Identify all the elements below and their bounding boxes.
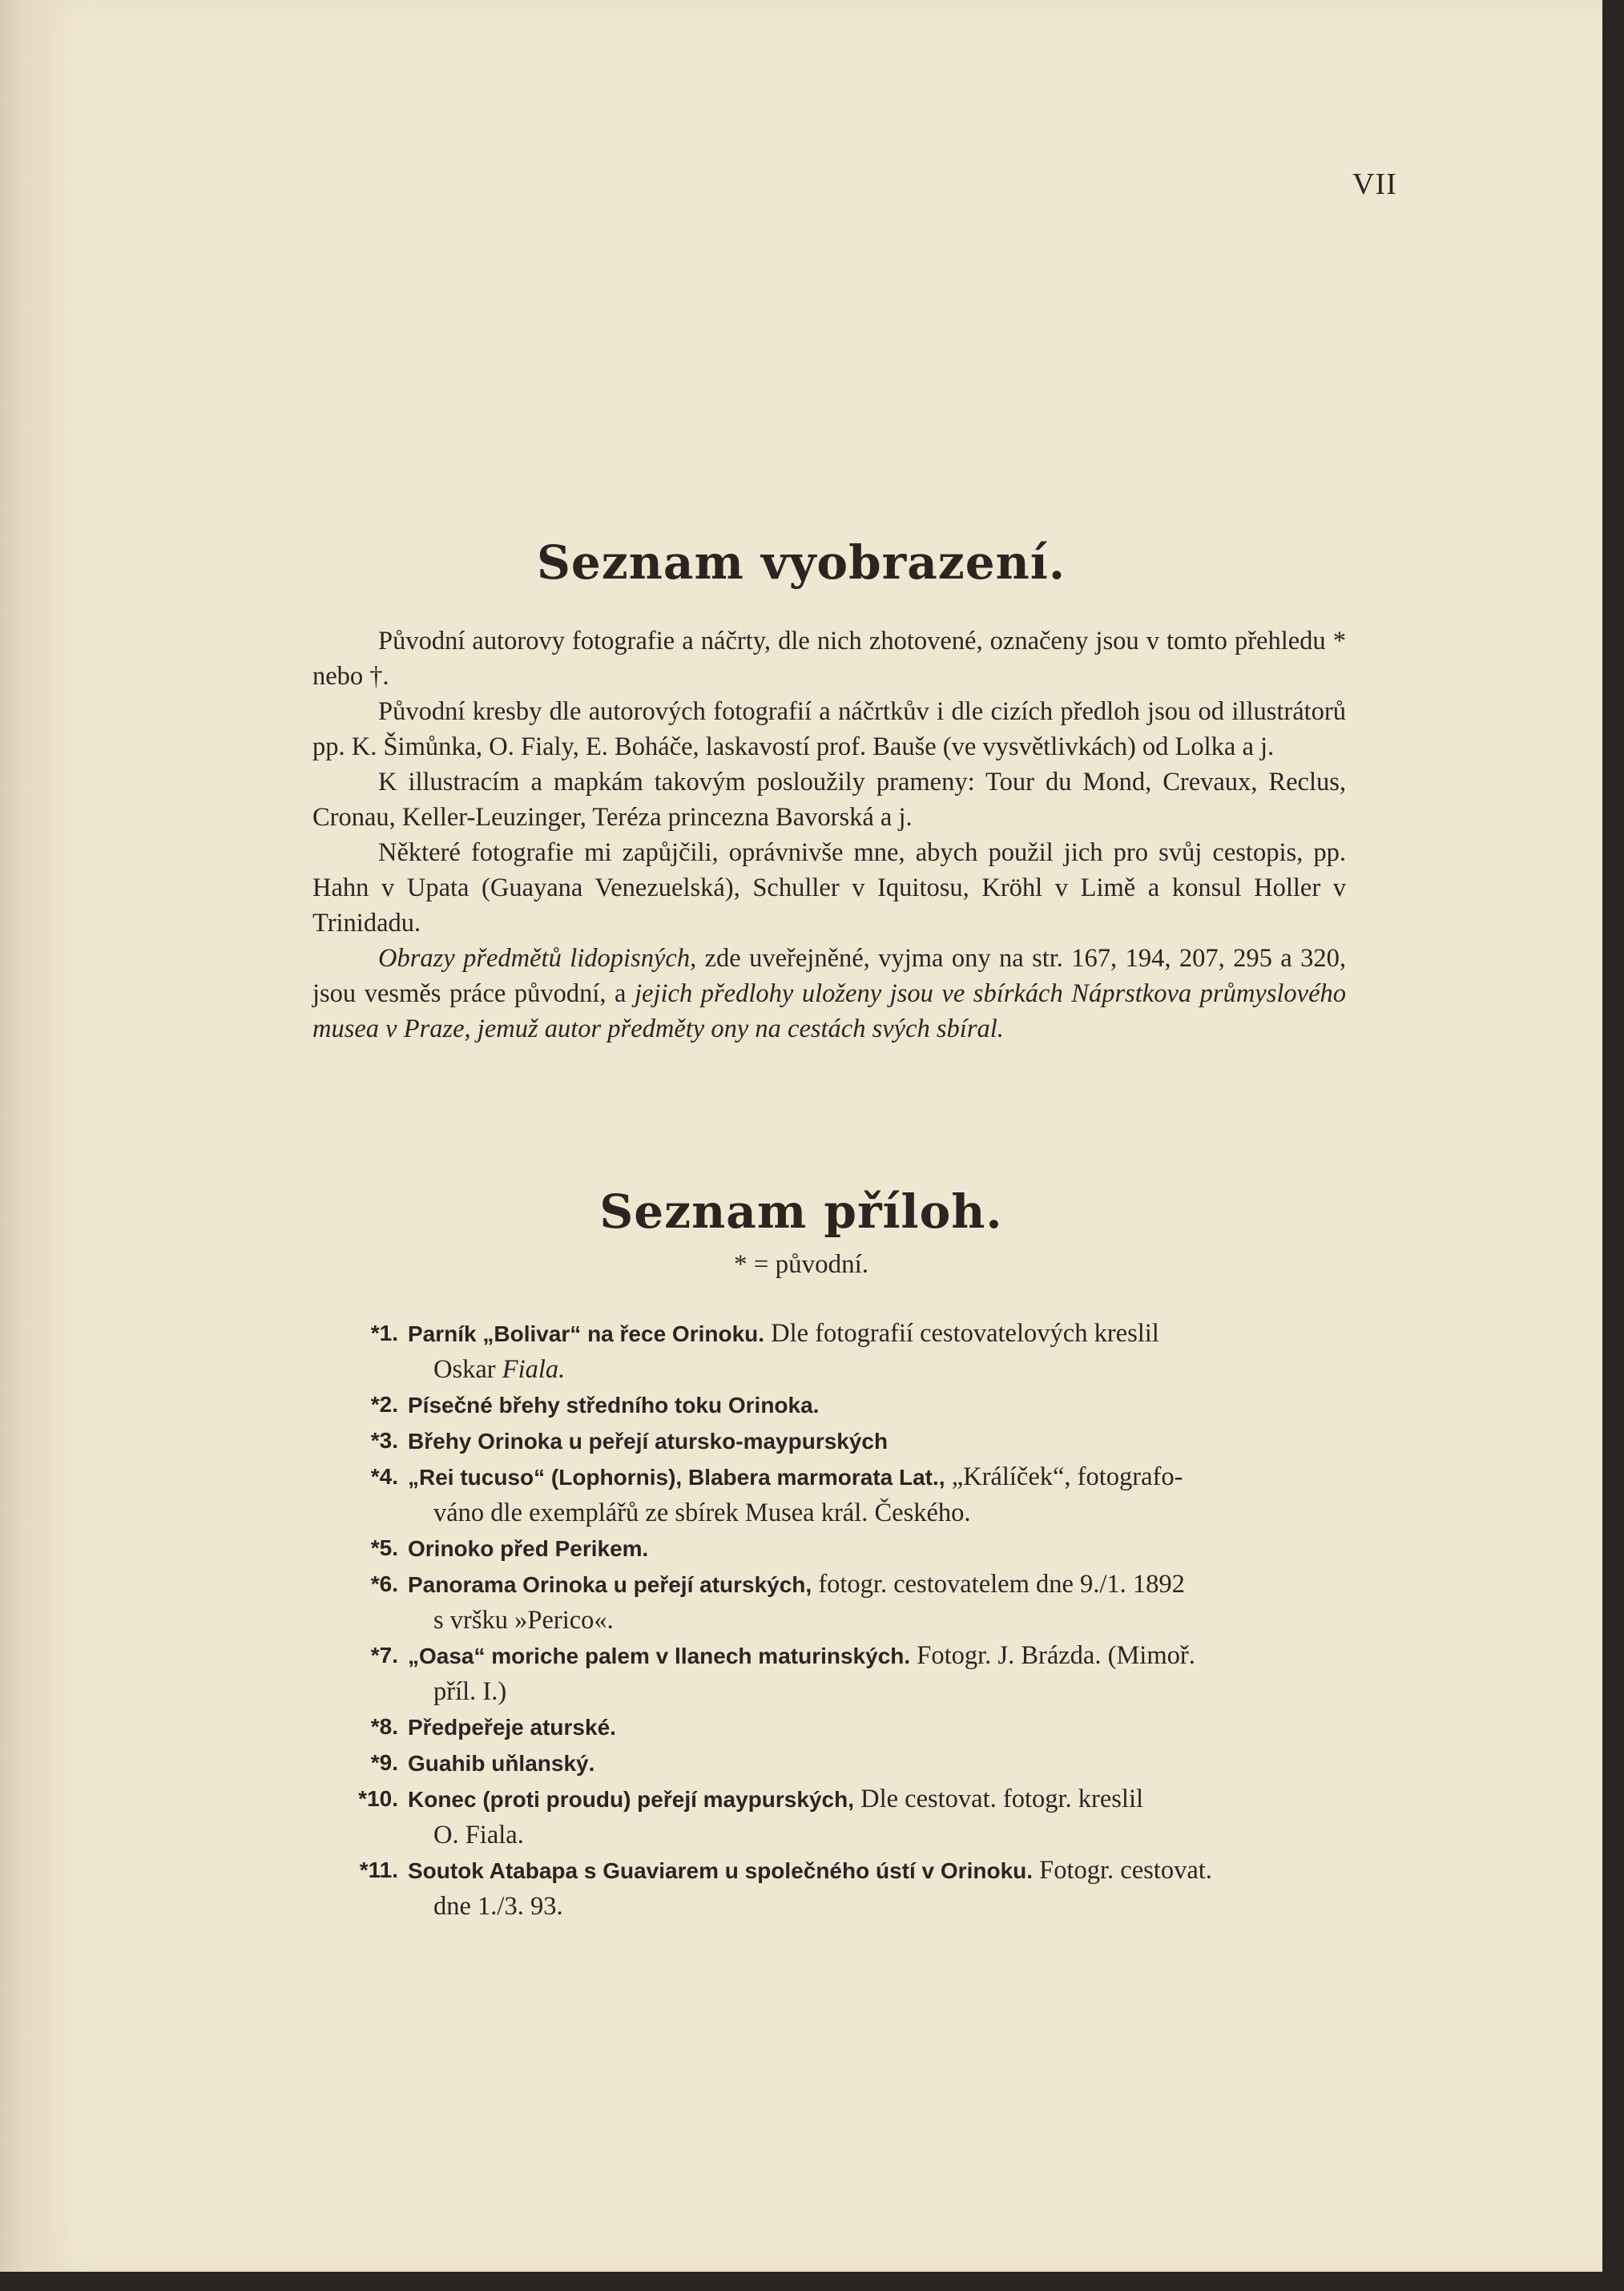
item-description: Dle cestovat. fotogr. kreslil	[853, 1785, 1144, 1813]
page-number: VII	[1352, 167, 1397, 201]
item-continuation: příl. I.)	[433, 1677, 507, 1706]
list-item	[341, 1423, 1350, 1459]
item-description: fotogr. cestovatelem dne 9./1. 1892	[812, 1570, 1185, 1599]
item-title: Břehy Orinoka u peřejí atursko-maypurských	[408, 1429, 889, 1454]
item-description: Dle fotografií cestovatelových kreslil	[764, 1319, 1159, 1348]
item-continuation: O. Fiala.	[433, 1821, 524, 1849]
list-item	[341, 1745, 1350, 1781]
item-title: Písečné břehy středního toku Orinoka.	[408, 1393, 820, 1418]
item-title: „Oasa“ moriche palem v llanech maturinských.	[408, 1644, 911, 1668]
item-description: Fotogr. cestovat.	[1033, 1856, 1212, 1885]
item-title: Soutok Atabapa s Guaviarem u společného ústí v Orinoku.	[408, 1858, 1034, 1883]
item-title: Guahib uňlanský.	[408, 1751, 595, 1776]
item-continuation: s vršku »Perico«.	[433, 1606, 614, 1635]
item-continuation-text: Oskar	[433, 1355, 502, 1384]
item-continuation: váno dle exemplářů ze sbírek Musea král. Českého.	[433, 1498, 971, 1527]
item-continuation	[408, 1352, 1350, 1387]
intro-paragraph: Původní autorovy fotografie a náčrty, dle nich zhotovené, označeny jsou v tomto přehledu * nebo †.	[312, 627, 1346, 691]
section-title-illustrations: Seznam vyobrazení.	[536, 535, 1066, 590]
item-number: *11.	[359, 1857, 398, 1882]
item-continuation-italic: Fiala.	[502, 1355, 566, 1384]
item-number: *1.	[370, 1321, 398, 1345]
list-item	[341, 1459, 1350, 1531]
section-title-plates: Seznam příloh.	[599, 1184, 1003, 1239]
list-item	[341, 1316, 1350, 1387]
item-number: *2.	[370, 1392, 398, 1417]
page-binding-shadow	[0, 0, 72, 2272]
italic-phrase: Obrazy předmětů lidopisných,	[378, 944, 697, 973]
plates-list	[341, 1316, 1350, 1924]
item-number: *5.	[370, 1535, 398, 1560]
item-description: „Králíček“, fotografo-	[945, 1462, 1183, 1491]
plain-phrase: zde uveřejněné, vyjma ony na str. 167, 194, 207, 295 a 320, jsou vesměs práce původní, a	[312, 944, 1346, 1008]
item-number: *6.	[370, 1571, 398, 1596]
list-item	[341, 1638, 1350, 1709]
italic-phrase: jejich předlohy uloženy jsou ve sbírkách Náprstkova průmyslového musea v Praze, jemuž autor předměty ony na cestách svých sbíral.	[312, 979, 1346, 1043]
list-item	[341, 1567, 1350, 1638]
list-item	[341, 1709, 1350, 1745]
item-title: Orinoko před Perikem.	[408, 1536, 649, 1561]
intro-paragraph: K illustracím a mapkám takovým posloužily prameny: Tour du Mond, Crevaux, Reclus, Cronau, Keller-Leuzinger, Teréza princezna Bavorská a j.	[312, 768, 1346, 832]
item-number: *3.	[370, 1428, 398, 1453]
item-continuation: dne 1./3. 93.	[433, 1892, 563, 1921]
item-title: Panorama Orinoka u peřejí aturských,	[408, 1572, 812, 1597]
item-title: Konec (proti proudu) peřejí maypurských,	[408, 1787, 854, 1812]
item-number: *4.	[370, 1464, 398, 1489]
item-number: *9.	[370, 1750, 398, 1775]
list-item	[341, 1853, 1350, 1924]
original-marker-note: * = původní.	[733, 1250, 869, 1279]
list-item	[341, 1781, 1350, 1853]
item-number: *7.	[370, 1643, 398, 1668]
list-item	[341, 1531, 1350, 1567]
item-title: „Rei tucuso“ (Lophornis), Blabera marmorata Lat.,	[408, 1465, 945, 1490]
intro-paragraph: Některé fotografie mi zapůjčili, oprávnivše mne, abych použil jich pro svůj cestopis, pp. Hahn v Upata (Guayana Venezuelská), Schuller v Iquitosu, Kröhl v Limě a konsul Holler v Trinidadu.	[312, 838, 1346, 938]
intro-paragraph: Původní kresby dle autorových fotografií a náčrtkův i dle cizích předloh jsou od illustrátorů pp. K. Šimůnka, O. Fialy, E. Boháče, laskavostí prof. Bauše (ve vysvětlivkách) od Lolka a j.	[312, 697, 1346, 761]
item-title: Parník „Bolivar“ na řece Orinoku.	[408, 1321, 765, 1346]
intro-paragraph-last	[312, 941, 1346, 1047]
item-number: *10.	[358, 1786, 398, 1811]
item-number: *8.	[370, 1714, 398, 1739]
list-item	[341, 1387, 1350, 1423]
item-description: Fotogr. J. Brázda. (Mimoř.	[910, 1641, 1195, 1670]
item-title: Předpeřeje aturské.	[408, 1715, 616, 1740]
illustrations-intro	[312, 623, 1346, 1047]
